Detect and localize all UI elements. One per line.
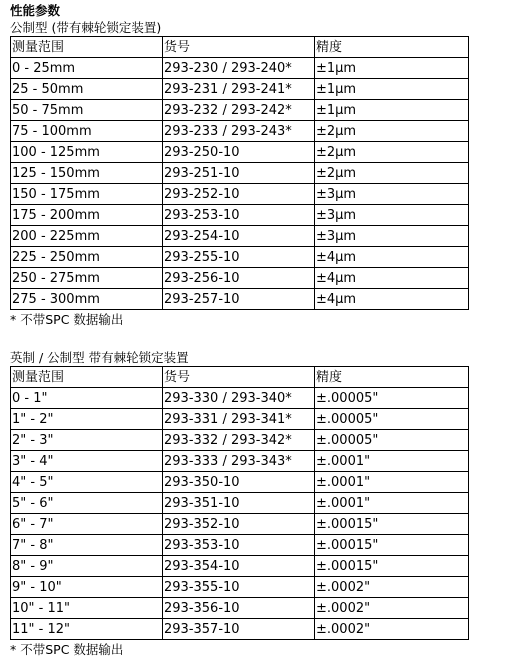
section-spacer bbox=[10, 328, 531, 349]
cell-range: 75 - 100mm bbox=[11, 121, 163, 142]
table-row bbox=[11, 430, 469, 451]
cell-range: 9" - 10" bbox=[11, 577, 163, 598]
table-row bbox=[11, 100, 469, 121]
cell-range: 10" - 11" bbox=[11, 598, 163, 619]
cell-part-number: 293-333 / 293-343* bbox=[163, 451, 315, 472]
cell-range: 150 - 175mm bbox=[11, 184, 163, 205]
table-row bbox=[11, 493, 469, 514]
cell-part-number: 293-257-10 bbox=[163, 289, 315, 310]
cell-part-number: 293-351-10 bbox=[163, 493, 315, 514]
table-row bbox=[11, 472, 469, 493]
cell-accuracy: ±.00015" bbox=[315, 535, 469, 556]
cell-range: 50 - 75mm bbox=[11, 100, 163, 121]
table-row bbox=[11, 619, 469, 640]
cell-part-number: 293-256-10 bbox=[163, 268, 315, 289]
cell-part-number: 293-252-10 bbox=[163, 184, 315, 205]
cell-accuracy: ±.00015" bbox=[315, 556, 469, 577]
table-row bbox=[11, 226, 469, 247]
cell-accuracy: ±2μm bbox=[315, 163, 469, 184]
cell-accuracy: ±.00005" bbox=[315, 430, 469, 451]
cell-accuracy: ±1μm bbox=[315, 58, 469, 79]
cell-accuracy: ±4μm bbox=[315, 247, 469, 268]
cell-accuracy: ±.0002" bbox=[315, 577, 469, 598]
cell-range: 250 - 275mm bbox=[11, 268, 163, 289]
table-row bbox=[11, 163, 469, 184]
column-header-part-number: 货号 bbox=[163, 367, 315, 388]
cell-part-number: 293-254-10 bbox=[163, 226, 315, 247]
table-header-row bbox=[11, 367, 469, 388]
column-header-range: 测量范围 bbox=[11, 37, 163, 58]
cell-part-number: 293-332 / 293-342* bbox=[163, 430, 315, 451]
table-row bbox=[11, 598, 469, 619]
cell-range: 125 - 150mm bbox=[11, 163, 163, 184]
cell-part-number: 293-251-10 bbox=[163, 163, 315, 184]
table-row bbox=[11, 514, 469, 535]
cell-range: 1" - 2" bbox=[11, 409, 163, 430]
table-row bbox=[11, 268, 469, 289]
table-header-row bbox=[11, 37, 469, 58]
cell-part-number: 293-255-10 bbox=[163, 247, 315, 268]
cell-part-number: 293-231 / 293-241* bbox=[163, 79, 315, 100]
cell-range: 275 - 300mm bbox=[11, 289, 163, 310]
section-heading: 性能参数 bbox=[10, 3, 61, 18]
cell-accuracy: ±1μm bbox=[315, 79, 469, 100]
cell-range: 8" - 9" bbox=[11, 556, 163, 577]
metric-footnote: * 不带SPC 数据输出 bbox=[10, 312, 124, 327]
cell-accuracy: ±.00005" bbox=[315, 409, 469, 430]
imperial-footnote: * 不带SPC 数据输出 bbox=[10, 642, 124, 657]
cell-accuracy: ±.00015" bbox=[315, 514, 469, 535]
cell-part-number: 293-232 / 293-242* bbox=[163, 100, 315, 121]
cell-accuracy: ±.00005" bbox=[315, 388, 469, 409]
cell-accuracy: ±3μm bbox=[315, 205, 469, 226]
cell-range: 25 - 50mm bbox=[11, 79, 163, 100]
cell-range: 7" - 8" bbox=[11, 535, 163, 556]
table-row bbox=[11, 451, 469, 472]
table-row bbox=[11, 409, 469, 430]
cell-range: 2" - 3" bbox=[11, 430, 163, 451]
cell-accuracy: ±4μm bbox=[315, 289, 469, 310]
cell-accuracy: ±2μm bbox=[315, 121, 469, 142]
cell-range: 200 - 225mm bbox=[11, 226, 163, 247]
cell-part-number: 293-250-10 bbox=[163, 142, 315, 163]
cell-range: 0 - 25mm bbox=[11, 58, 163, 79]
cell-accuracy: ±.0001" bbox=[315, 472, 469, 493]
table-row bbox=[11, 247, 469, 268]
cell-accuracy: ±.0002" bbox=[315, 598, 469, 619]
cell-part-number: 293-330 / 293-340* bbox=[163, 388, 315, 409]
table-row bbox=[11, 184, 469, 205]
cell-part-number: 293-230 / 293-240* bbox=[163, 58, 315, 79]
metric-table-body bbox=[11, 58, 469, 310]
cell-accuracy: ±2μm bbox=[315, 142, 469, 163]
imperial-spec-table bbox=[10, 366, 469, 640]
cell-part-number: 293-352-10 bbox=[163, 514, 315, 535]
table-row bbox=[11, 556, 469, 577]
column-header-range: 测量范围 bbox=[11, 367, 163, 388]
cell-part-number: 293-357-10 bbox=[163, 619, 315, 640]
column-header-accuracy: 精度 bbox=[315, 367, 469, 388]
cell-accuracy: ±.0002" bbox=[315, 619, 469, 640]
table-row bbox=[11, 79, 469, 100]
cell-part-number: 293-355-10 bbox=[163, 577, 315, 598]
cell-range: 175 - 200mm bbox=[11, 205, 163, 226]
cell-accuracy: ±4μm bbox=[315, 268, 469, 289]
cell-range: 0 - 1" bbox=[11, 388, 163, 409]
cell-part-number: 293-331 / 293-341* bbox=[163, 409, 315, 430]
cell-range: 3" - 4" bbox=[11, 451, 163, 472]
table-row bbox=[11, 58, 469, 79]
cell-accuracy: ±3μm bbox=[315, 184, 469, 205]
cell-part-number: 293-253-10 bbox=[163, 205, 315, 226]
cell-part-number: 293-233 / 293-243* bbox=[163, 121, 315, 142]
cell-range: 11" - 12" bbox=[11, 619, 163, 640]
table-row bbox=[11, 121, 469, 142]
table-row bbox=[11, 388, 469, 409]
table-row bbox=[11, 577, 469, 598]
cell-part-number: 293-354-10 bbox=[163, 556, 315, 577]
column-header-accuracy: 精度 bbox=[315, 37, 469, 58]
imperial-subtitle: 英制 / 公制型 带有棘轮锁定装置 bbox=[10, 350, 189, 365]
table-row bbox=[11, 289, 469, 310]
cell-part-number: 293-356-10 bbox=[163, 598, 315, 619]
cell-accuracy: ±3μm bbox=[315, 226, 469, 247]
cell-range: 4" - 5" bbox=[11, 472, 163, 493]
table-row bbox=[11, 142, 469, 163]
metric-spec-table bbox=[10, 36, 469, 310]
cell-range: 225 - 250mm bbox=[11, 247, 163, 268]
cell-accuracy: ±.0001" bbox=[315, 493, 469, 514]
cell-part-number: 293-350-10 bbox=[163, 472, 315, 493]
cell-range: 5" - 6" bbox=[11, 493, 163, 514]
table-row bbox=[11, 205, 469, 226]
imperial-table-body bbox=[11, 388, 469, 640]
table-row bbox=[11, 535, 469, 556]
column-header-part-number: 货号 bbox=[163, 37, 315, 58]
cell-accuracy: ±1μm bbox=[315, 100, 469, 121]
cell-accuracy: ±.0001" bbox=[315, 451, 469, 472]
metric-subtitle: 公制型 (带有棘轮锁定装置) bbox=[10, 20, 162, 35]
cell-range: 100 - 125mm bbox=[11, 142, 163, 163]
cell-part-number: 293-353-10 bbox=[163, 535, 315, 556]
cell-range: 6" - 7" bbox=[11, 514, 163, 535]
